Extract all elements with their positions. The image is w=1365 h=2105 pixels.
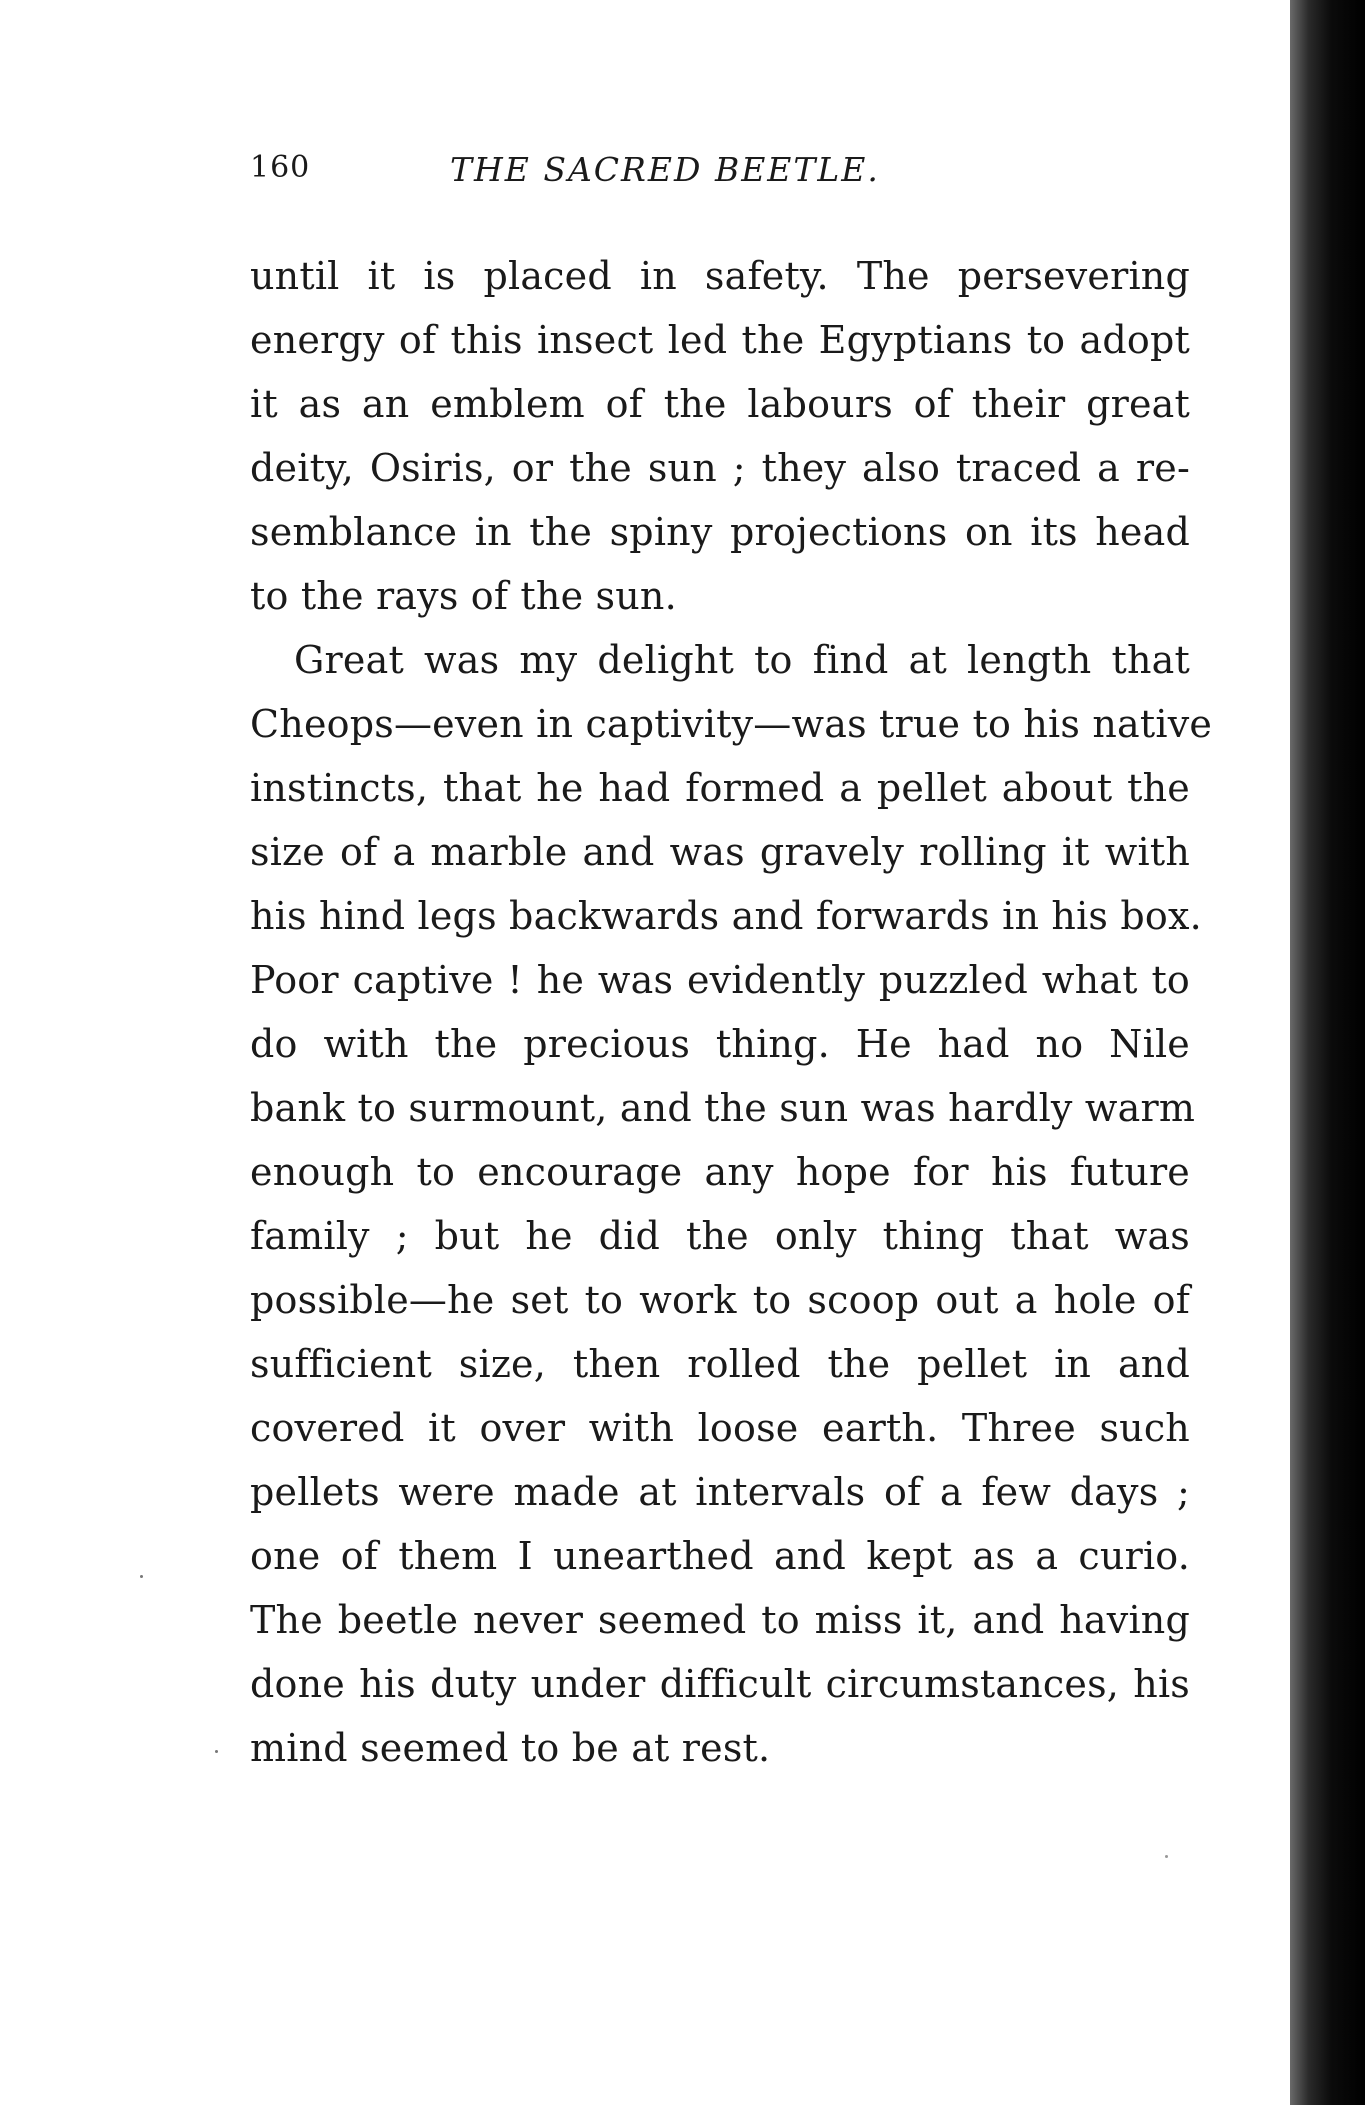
text-line: it as an emblem of the labours of their great — [250, 382, 1190, 426]
text-line: size of a marble and was gravely rolling it with — [250, 830, 1190, 874]
body-text — [250, 244, 1213, 1780]
page-header — [250, 150, 1200, 200]
text-line: his hind legs backwards and forwards in his box. — [250, 894, 1202, 938]
text-line: enough to encourage any hope for his future — [250, 1150, 1190, 1194]
text-line: pellets were made at intervals of a few days ; — [250, 1470, 1190, 1514]
text-line: Cheops—even in captivity—was true to his native — [250, 702, 1213, 746]
scan-speck — [1165, 1855, 1168, 1858]
text-line: semblance in the spiny projections on its head — [250, 510, 1190, 554]
text-line: The beetle never seemed to miss it, and having — [250, 1598, 1190, 1642]
text-line: to the rays of the sun. — [250, 574, 677, 618]
text-line: done his duty under difficult circumstances, his — [250, 1662, 1190, 1706]
text-line: Poor captive ! he was evidently puzzled what to — [250, 958, 1190, 1002]
text-line: do with the precious thing. He had no Nile — [250, 1022, 1190, 1066]
text-line: until it is placed in safety. The persevering — [250, 254, 1190, 298]
scan-speck — [140, 1575, 143, 1578]
scan-binding-edge — [1290, 0, 1365, 2105]
page-number: 160 — [250, 150, 311, 185]
text-line: bank to surmount, and the sun was hardly warm — [250, 1086, 1196, 1130]
text-line: possible—he set to work to scoop out a hole of — [250, 1278, 1190, 1322]
text-line: one of them I unearthed and kept as a curio. — [250, 1534, 1190, 1578]
scan-speck — [215, 1750, 218, 1753]
text-line: covered it over with loose earth. Three such — [250, 1406, 1190, 1450]
paragraph-start-line: Great was my delight to find at length that — [294, 638, 1190, 682]
text-line: mind seemed to be at rest. — [250, 1726, 771, 1770]
text-line: deity, Osiris, or the sun ; they also traced a re- — [250, 446, 1190, 490]
text-line: energy of this insect led the Egyptians to adopt — [250, 318, 1190, 362]
text-line: instincts, that he had formed a pellet about the — [250, 766, 1190, 810]
text-line: sufficient size, then rolled the pellet in and — [250, 1342, 1190, 1386]
running-head: THE SACRED BEETLE. — [450, 150, 880, 189]
text-line: family ; but he did the only thing that was — [250, 1214, 1190, 1258]
